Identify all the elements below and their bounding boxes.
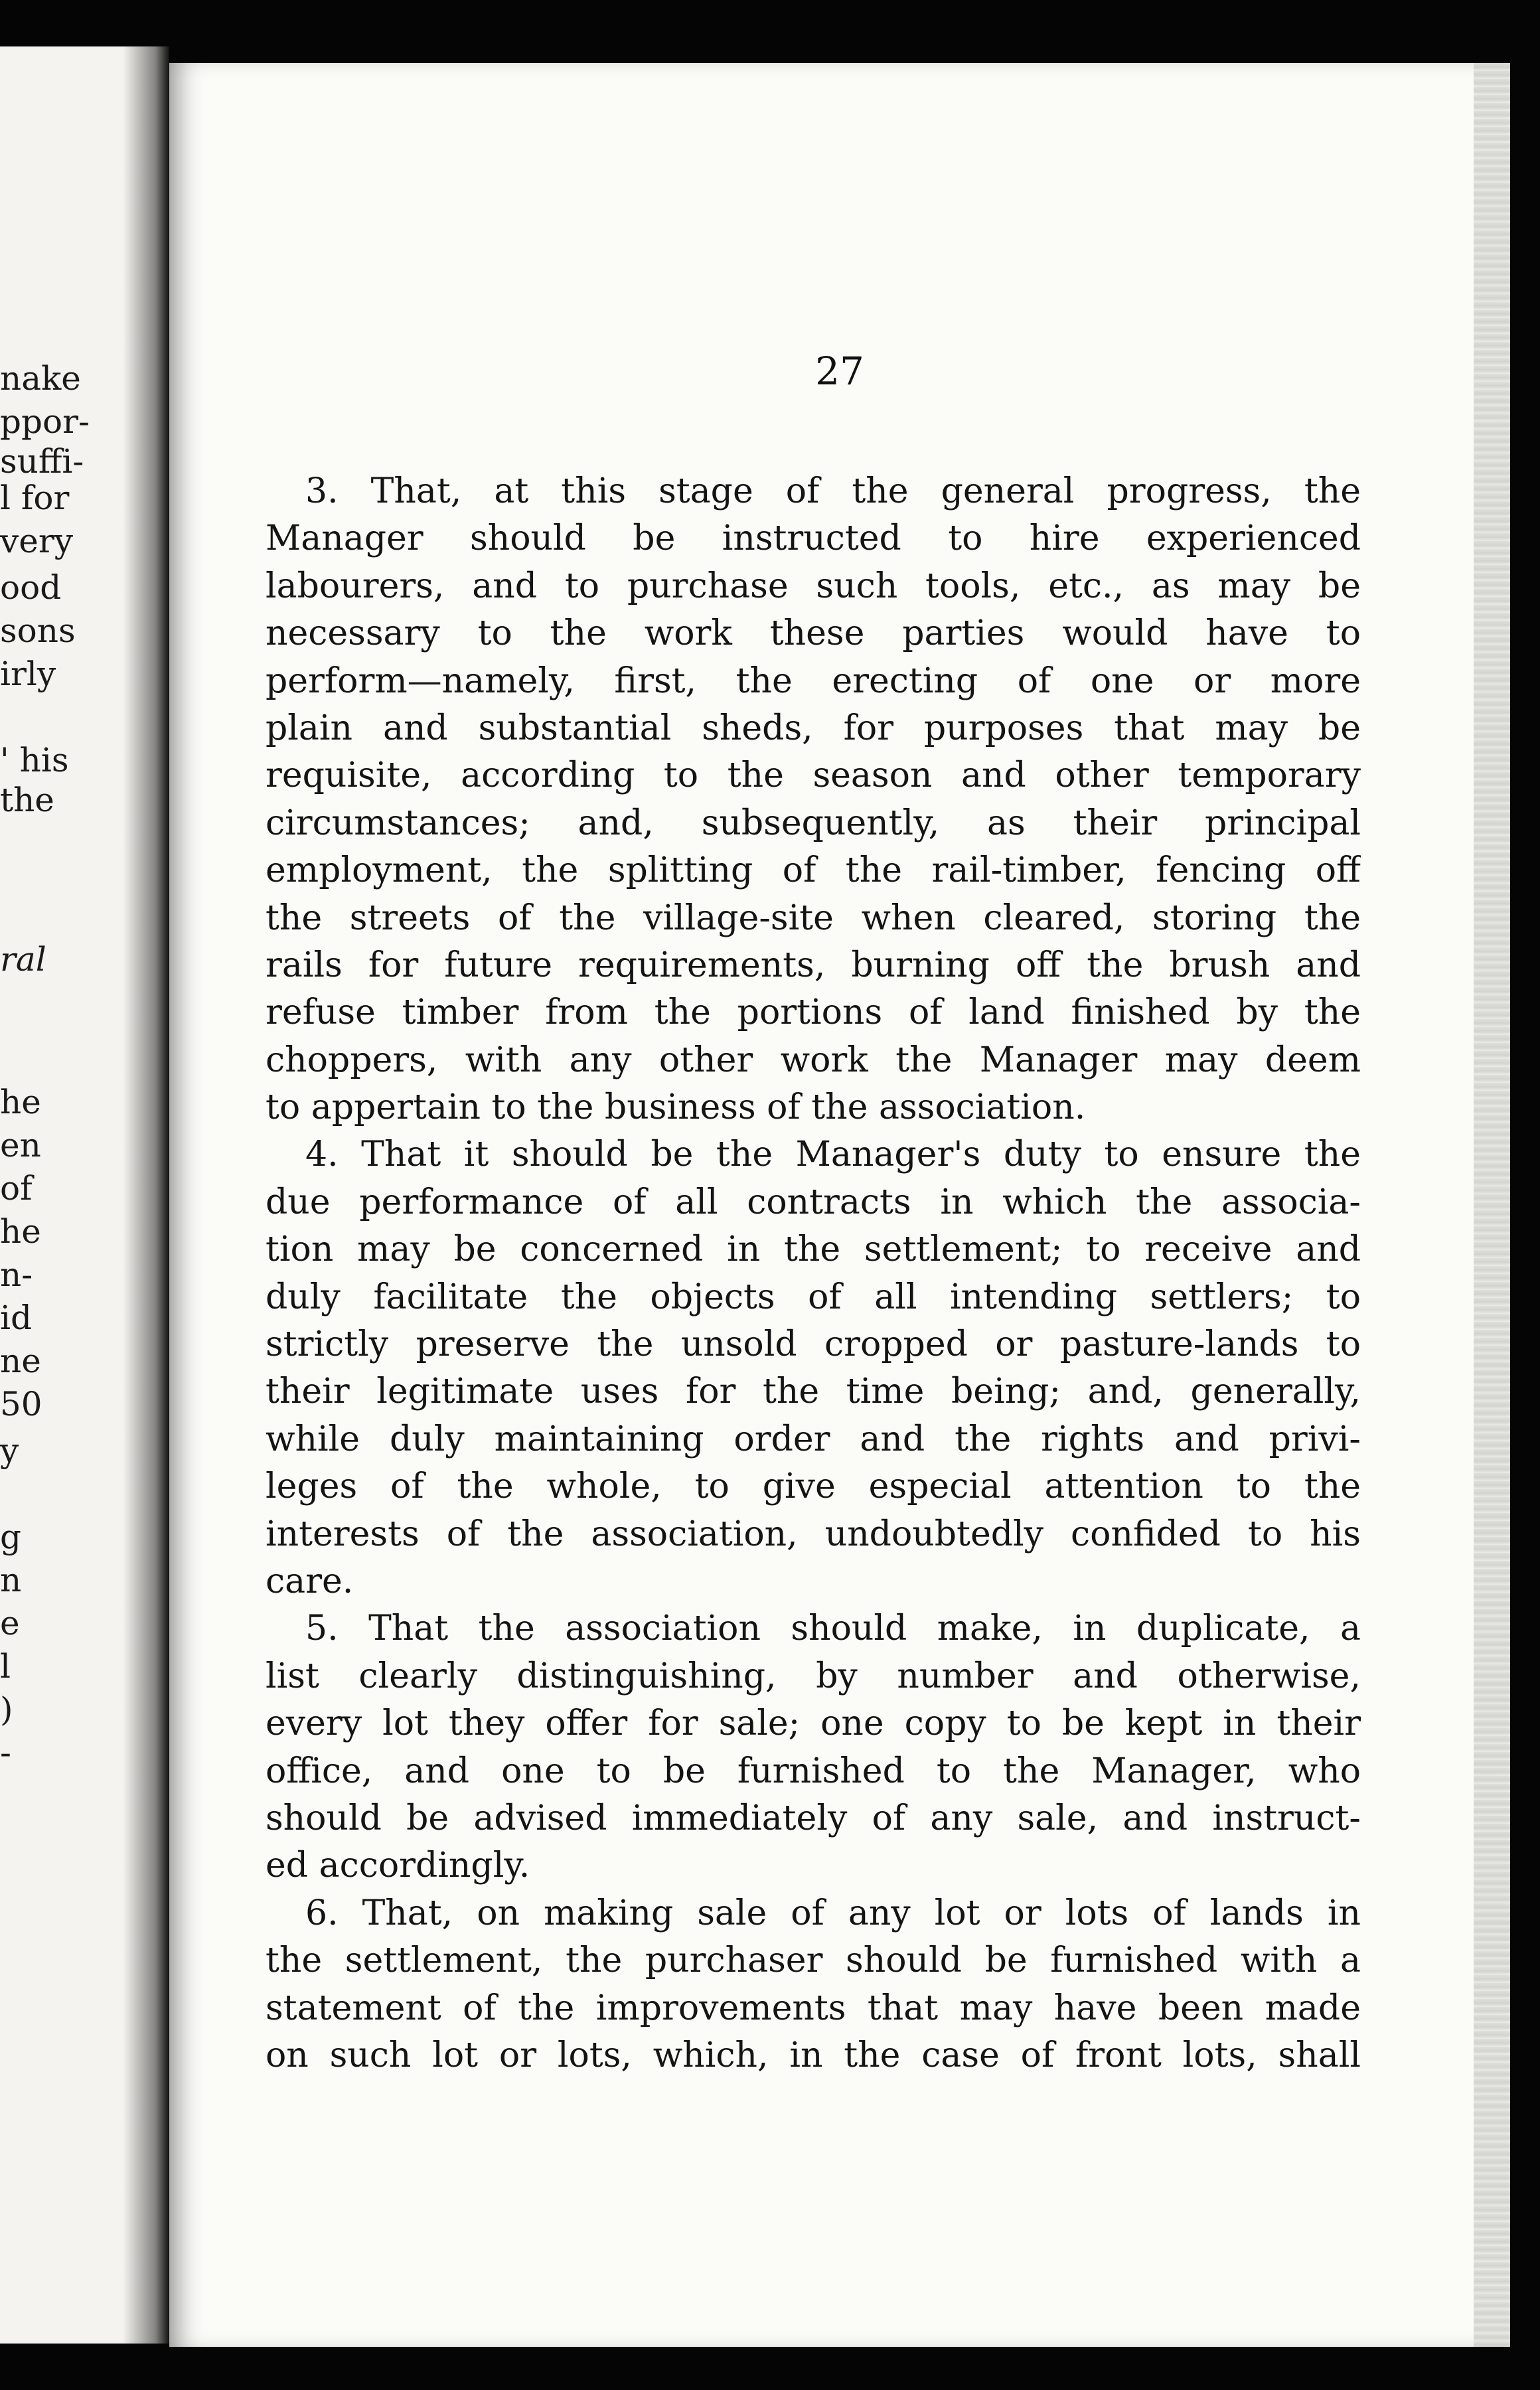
facing-page-fragment-text: l [0,1647,11,1686]
text-line: circumstances; and, subsequently, as their principal [266,803,1361,843]
facing-page-fragment-text: ne [0,1342,41,1380]
text-line: necessary to the work these parties would have to [266,613,1361,654]
facing-page-fragment-text: id [0,1299,32,1337]
text-line: due performance of all contracts in which the associa- [266,1182,1361,1222]
text-line: 6. That, on making sale of any lot or lots of lands in [305,1893,1361,1933]
text-line: employment, the splitting of the rail-timber, fencing off [266,850,1361,891]
facing-page-fragment-text: y [0,1431,19,1470]
facing-page-fragment-text: he [0,1083,41,1121]
text-line: interests of the association, undoubtedly confided to his [266,1514,1361,1554]
facing-page-fragment-text: he [0,1212,41,1251]
facing-page-fragment [0,46,169,2344]
facing-page-fragment-text: very [0,522,73,560]
facing-page-fragment-text: sons [0,611,76,650]
facing-page-fragment-text: ' his [0,741,69,779]
facing-page-fragment-text: nake [0,359,81,398]
text-line: labourers, and to purchase such tools, etc., as may be [266,566,1361,606]
text-line: every lot they offer for sale; one copy to be kept in their [266,1704,1361,1744]
text-line: refuse timber from the portions of land finished by the [266,993,1361,1033]
facing-page-fragment-text: ral [0,940,46,979]
text-line: care. [266,1561,354,1601]
text-line: 5. That the association should make, in duplicate, a [305,1609,1361,1649]
facing-page-fragment-text: irly [0,655,56,693]
facing-page-fragment-text: - [0,1733,11,1772]
body-text [266,468,1361,2079]
facing-page-fragment-text: l for [0,479,70,517]
text-line: plain and substantial sheds, for purposes that may be [266,708,1361,748]
text-line: duly facilitate the objects of all intending settlers; to [266,1277,1361,1317]
text-line: list clearly distinguishing, by number and otherwise, [266,1656,1361,1696]
facing-page-fragment-text: n- [0,1255,33,1294]
facing-page-fragment-text: ppor- [0,402,90,441]
facing-page-fragment-text: ) [0,1690,13,1729]
text-line: requisite, according to the season and other temporary [266,756,1361,796]
text-line: tion may be concerned in the settlement; to receive and [266,1230,1361,1270]
facing-page-fragment-text: of [0,1169,33,1208]
page-edge [1474,63,1510,2347]
text-line: should be advised immediately of any sale, and instruct- [266,1798,1361,1838]
text-line: choppers, with any other work the Manager may deem [266,1040,1361,1080]
facing-page-fragment-text: e [0,1604,20,1642]
text-line: rails for future requirements, burning off the brush and [266,945,1361,985]
page-number: 27 [815,349,864,394]
text-line: the settlement, the purchaser should be furnished with a [266,1941,1361,1981]
facing-page-fragment-text: ood [0,568,62,607]
facing-page-fragment-text: suffi- [0,442,84,481]
facing-page-fragment-text: 50 [0,1385,42,1423]
text-line: strictly preserve the unsold cropped or pasture-lands to [266,1324,1361,1365]
text-line: the streets of the village-site when cleared, storing the [266,898,1361,938]
text-line: to appertain to the business of the association. [266,1087,1086,1128]
text-line: their legitimate uses for the time being; and, generally, [266,1372,1361,1412]
text-line: office, and one to be furnished to the Manager, who [266,1751,1361,1791]
book-page [169,63,1510,2347]
text-line: perform—namely, first, the erecting of one or more [266,661,1361,701]
facing-page-fragment-text: n [0,1561,22,1599]
text-line: ed accordingly. [266,1846,530,1886]
facing-page-fragment-text: en [0,1126,41,1164]
text-line: on such lot or lots, which, in the case of front lots, shall [266,2035,1361,2075]
text-line: leges of the whole, to give especial attention to the [266,1467,1361,1507]
facing-page-fragment-text: g [0,1518,22,1556]
text-line: Manager should be instructed to hire experienced [266,518,1361,559]
text-line: 3. That, at this stage of the general progress, the [305,471,1361,511]
text-line: 4. That it should be the Manager's duty to ensure the [305,1135,1361,1175]
gutter-shadow [123,46,169,2344]
facing-page-fragment-text: the [0,781,54,819]
text-line: statement of the improvements that may have been made [266,1988,1361,2028]
text-line: while duly maintaining order and the rights and privi- [266,1419,1361,1459]
